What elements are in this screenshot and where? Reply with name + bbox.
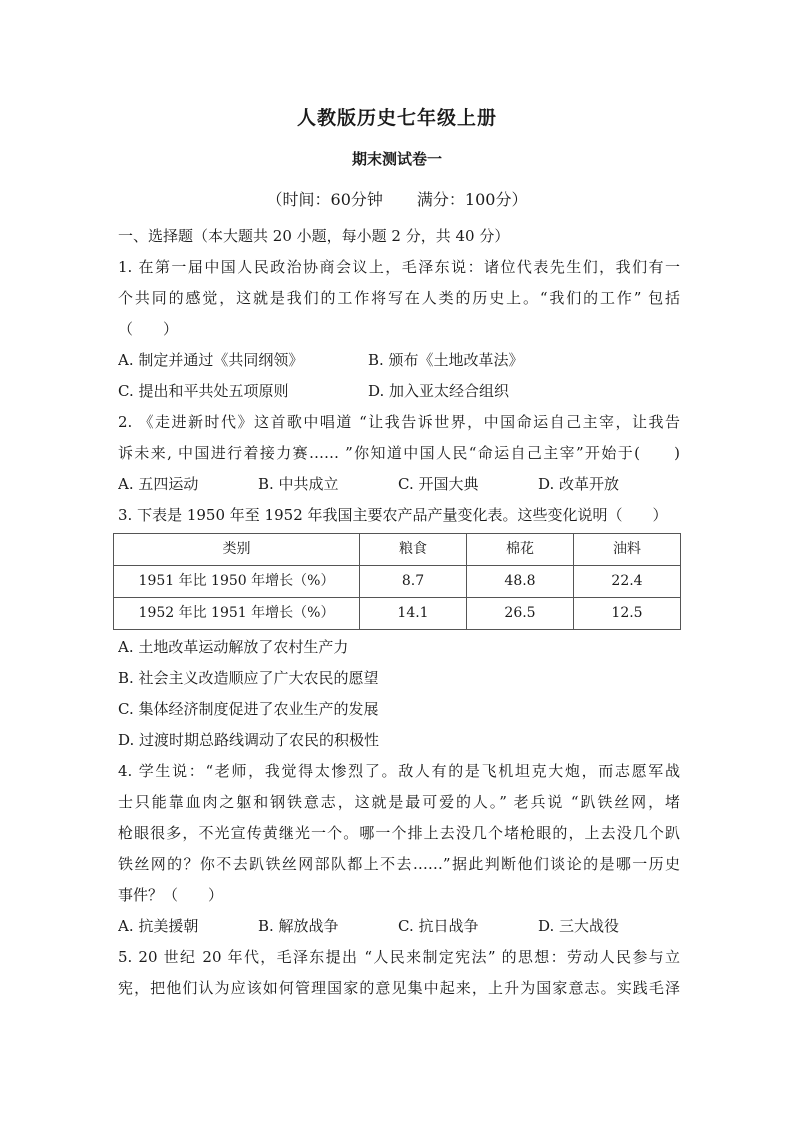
table-cell: 26.5: [467, 598, 574, 630]
question-4-line-1: 4. 学生说：“老师，我觉得太惨烈了。敌人有的是飞机坦克大炮，而志愿军战: [118, 762, 680, 780]
question-5-line-2: 宪，把他们认为应该如何管理国家的意见集中起来，上升为国家意志。实践毛泽: [118, 979, 680, 997]
question-1-line-2: 个共同的感觉，这就是我们的工作将写在人类的历史上。“我们的工作” 包括: [118, 289, 680, 307]
question-1-option-a[interactable]: A. 制定并通过《共同纲领》: [118, 351, 304, 369]
table-cell: 12.5: [574, 598, 681, 630]
table-header-cell: 类别: [114, 534, 360, 566]
question-2-option-d[interactable]: D. 改革开放: [538, 475, 620, 493]
question-4-line-5: 事件？（ ）: [118, 886, 224, 904]
question-4-line-3: 枪眼很多，不光宣传黄继光一个。哪一个排上去没几个堵枪眼的，上去没几个趴: [118, 824, 680, 842]
question-2-line-2: 诉未来, 中国进行着接力赛…… ”你知道中国人民“命运自己主宰”开始于( ): [118, 444, 680, 462]
question-3-option-a[interactable]: A. 土地改革运动解放了农村生产力: [118, 638, 349, 656]
question-1-option-b[interactable]: B. 颁布《土地改革法》: [368, 351, 524, 369]
table-cell: 22.4: [574, 566, 681, 598]
exam-time-score: [0, 188, 794, 212]
section-heading: 一、选择题（本大题共 20 小题，每小题 2 分，共 40 分）: [118, 227, 510, 245]
score-label: 满分：100分）: [416, 190, 528, 209]
question-2-option-c[interactable]: C. 开国大典: [398, 475, 479, 493]
question-1-option-d[interactable]: D. 加入亚太经合组织: [368, 382, 510, 400]
table-row: [114, 566, 681, 598]
question-1-options-row-2: [118, 376, 680, 407]
table-cell: 8.7: [360, 566, 467, 598]
table-cell: 48.8: [467, 566, 574, 598]
table-cell: 1952 年比 1951 年增长（%）: [114, 598, 360, 630]
question-1-line-3: （ ）: [118, 320, 179, 338]
question-4-option-c[interactable]: C. 抗日战争: [398, 917, 479, 935]
question-4-options: [118, 911, 680, 942]
exam-title: 人教版历史七年级上册: [296, 107, 497, 129]
table-header-cell: 粮食: [360, 534, 467, 566]
production-table: [113, 533, 681, 630]
question-1-option-c[interactable]: C. 提出和平共处五项原则: [118, 382, 289, 400]
table-header-row: [114, 534, 681, 566]
question-2-options: [118, 469, 680, 500]
question-4-option-d[interactable]: D. 三大战役: [538, 917, 620, 935]
table-header-cell: 棉花: [467, 534, 574, 566]
question-1-options-row-1: [118, 345, 680, 376]
time-label: （时间：60分钟: [266, 190, 383, 209]
exam-subtitle: 期末测试卷一: [351, 150, 442, 168]
question-2-option-a[interactable]: A. 五四运动: [118, 475, 199, 493]
table-row: [114, 598, 681, 630]
question-4-option-b[interactable]: B. 解放战争: [258, 917, 339, 935]
table-cell: 1951 年比 1950 年增长（%）: [114, 566, 360, 598]
question-2-option-b[interactable]: B. 中共成立: [258, 475, 339, 493]
question-1-line-1: 1. 在第一届中国人民政治协商会议上，毛泽东说：诸位代表先生们，我们有一: [118, 258, 680, 276]
question-3-option-b[interactable]: B. 社会主义改造顺应了广大农民的愿望: [118, 669, 379, 687]
question-4-line-4: 铁丝网的？你不去趴铁丝网部队都上不去……”据此判断他们谈论的是哪一历史: [118, 855, 680, 873]
question-3-option-c[interactable]: C. 集体经济制度促进了农业生产的发展: [118, 700, 379, 718]
table-cell: 14.1: [360, 598, 467, 630]
exam-body: [118, 221, 680, 1004]
question-4-line-2: 士只能靠血肉之躯和钢铁意志，这就是最可爱的人。” 老兵说 “趴铁丝网，堵: [118, 793, 680, 811]
question-5-line-1: 5. 20 世纪 20 年代，毛泽东提出 “人民来制定宪法” 的思想：劳动人民参与立: [118, 948, 680, 966]
table-header-cell: 油料: [574, 534, 681, 566]
question-3-option-d[interactable]: D. 过渡时期总路线调动了农民的积极性: [118, 731, 380, 749]
question-2-line-1: 2. 《走进新时代》这首歌中唱道 “让我告诉世界，中国命运自己主宰，让我告: [118, 413, 680, 431]
question-4-option-a[interactable]: A. 抗美援朝: [118, 917, 199, 935]
question-3-line-1: 3. 下表是 1950 年至 1952 年我国主要农产品产量变化表。这些变化说明（ ）: [118, 506, 668, 524]
